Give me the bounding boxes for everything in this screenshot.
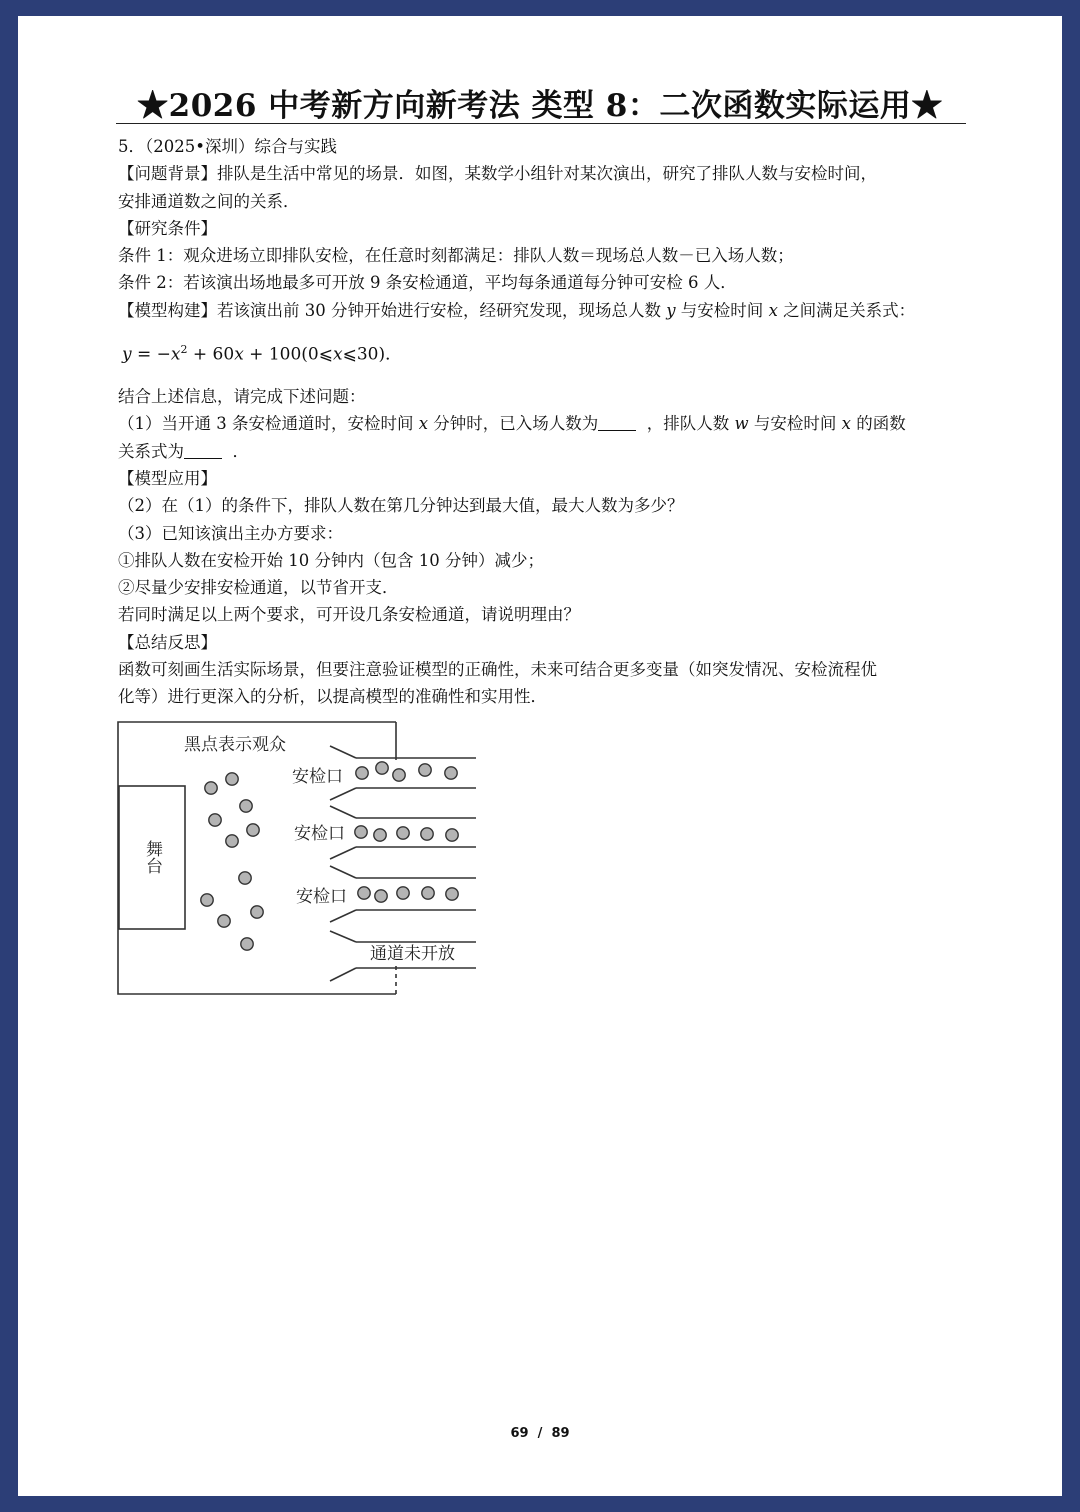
queue-dot bbox=[421, 828, 433, 840]
queue-dot bbox=[446, 829, 458, 841]
model-build-pre: 【模型构建】若该演出前 30 分钟开始进行安检，经研究发现，现场总人数 bbox=[118, 300, 667, 320]
question-3-ask: 若同时满足以上两个要求，可开设几条安检通道，请说明理由？ bbox=[118, 605, 580, 625]
formula-x1: x bbox=[170, 344, 181, 365]
queue-dot bbox=[419, 764, 431, 776]
audience-dot bbox=[209, 814, 221, 826]
page-title: ★2026 中考新方向新考法 类型 8：二次函数实际运用★ bbox=[137, 88, 943, 124]
formula-end: ⩽30)． bbox=[342, 344, 403, 365]
queue-dot bbox=[376, 762, 388, 774]
page-total: 89 bbox=[551, 1426, 570, 1441]
audience-dot bbox=[218, 915, 230, 927]
gate-label-3: 安检口 bbox=[296, 887, 347, 907]
question-3: （3）已知该演出主办方要求： bbox=[118, 523, 343, 543]
var-x: x bbox=[768, 300, 778, 320]
venue-diagram bbox=[116, 704, 486, 1004]
gate-label-2: 安检口 bbox=[294, 824, 345, 844]
title-underline bbox=[116, 123, 966, 124]
q1-part-a: （1）当开通 3 条安检通道时，安检时间 bbox=[118, 414, 419, 434]
audience-dot bbox=[201, 894, 213, 906]
audience-dot bbox=[247, 824, 259, 836]
audience-dots bbox=[201, 762, 458, 950]
audience-dot bbox=[239, 872, 251, 884]
requirement-2: ②尽量少安排安检通道，以节省开支． bbox=[118, 578, 399, 598]
q1-line2-a: 关系式为 bbox=[118, 441, 184, 461]
queue-dot bbox=[397, 827, 409, 839]
queue-dot bbox=[374, 829, 386, 841]
queue-dot bbox=[445, 767, 457, 779]
answer-blank-2[interactable] bbox=[184, 442, 222, 459]
document-page bbox=[18, 16, 1062, 1496]
problem-body bbox=[118, 133, 968, 711]
audience-dot bbox=[226, 773, 238, 785]
problem-heading: 5．（2025•深圳）综合与实践 bbox=[118, 137, 337, 156]
q1-part-e: 的函数 bbox=[850, 414, 906, 434]
queue-dot bbox=[356, 767, 368, 779]
page-footer bbox=[18, 1426, 1062, 1441]
audience-dot bbox=[251, 906, 263, 918]
background-line-1: 【问题背景】排队是生活中常见的场景．如图，某数学小组针对某次演出，研究了排队人数与安检时间， bbox=[118, 164, 877, 184]
formula-eq: = − bbox=[131, 344, 171, 365]
closed-lane-label: 通道未开放 bbox=[370, 944, 455, 964]
queue-dot bbox=[355, 826, 367, 838]
summary-line-1: 函数可刻画生活实际场景，但要注意验证模型的正确性，未来可结合更多变量（如突发情况、安检流程优 bbox=[118, 660, 877, 679]
page-separator: / bbox=[537, 1426, 543, 1441]
stage-label: 舞台 bbox=[142, 840, 162, 874]
model-apply-title: 【模型应用】 bbox=[118, 468, 217, 488]
formula-x3: x bbox=[332, 344, 343, 365]
question-1-line-1 bbox=[118, 410, 968, 437]
formula-sup: 2 bbox=[180, 343, 188, 357]
condition-2: 条件 2：若该演出场地最多可开放 9 条安检通道，平均每条通道每分钟可安检 6 人． bbox=[118, 273, 737, 293]
summary-title: 【总结反思】 bbox=[118, 632, 217, 652]
condition-1: 条件 1：观众进场立即排队安检，在任意时刻都满足：排队人数＝现场总人数－已入场人数； bbox=[118, 246, 794, 266]
requirement-1: ①排队人数在安检开始 10 分钟内（包含 10 分钟）减少； bbox=[118, 550, 544, 570]
formula-plus60: + 60 bbox=[187, 344, 235, 365]
quadratic-formula bbox=[122, 336, 968, 369]
gate-label-1: 安检口 bbox=[292, 767, 343, 787]
audience-dot bbox=[205, 782, 217, 794]
formula-lhs: y bbox=[122, 344, 132, 365]
q1-var-x: x bbox=[418, 414, 429, 434]
answer-blank-1[interactable] bbox=[598, 414, 636, 431]
background-line-2: 安排通道数之间的关系． bbox=[118, 191, 300, 211]
queue-dot bbox=[446, 888, 458, 900]
model-build-mid: 与安检时间 bbox=[675, 300, 769, 320]
queue-dot bbox=[393, 769, 405, 781]
prompt-line: 结合上述信息，请完成下述问题： bbox=[118, 387, 366, 407]
question-1-line-2 bbox=[118, 438, 968, 465]
queue-dot bbox=[375, 890, 387, 902]
page-current: 69 bbox=[510, 1426, 529, 1441]
var-y: y bbox=[666, 300, 676, 320]
model-build-line bbox=[118, 297, 968, 324]
q1-part-b: 分钟时，已入场人数为 bbox=[428, 414, 599, 434]
q1-var-x2: x bbox=[841, 414, 851, 434]
model-build-post: 之间满足关系式： bbox=[777, 300, 916, 320]
queue-dot bbox=[397, 887, 409, 899]
formula-plus100: + 100(0⩽ bbox=[243, 344, 333, 365]
queue-dot bbox=[358, 887, 370, 899]
q1-part-d: 与安检时间 bbox=[748, 414, 842, 434]
q1-var-w: w bbox=[734, 414, 749, 434]
audience-dot bbox=[240, 800, 252, 812]
summary-line-2: 化等）进行更深入的分析，以提高模型的准确性和实用性． bbox=[118, 687, 547, 707]
audience-dot bbox=[241, 938, 253, 950]
diagram-legend: 黑点表示观众 bbox=[184, 735, 286, 755]
audience-dot bbox=[226, 835, 238, 847]
conditions-title: 【研究条件】 bbox=[118, 218, 217, 238]
lane1-funnel-top bbox=[330, 746, 356, 758]
queue-dot bbox=[422, 887, 434, 899]
q1-line2-b: ． bbox=[232, 441, 249, 461]
question-2: （2）在（1）的条件下，排队人数在第几分钟达到最大值，最大人数为多少？ bbox=[118, 496, 684, 516]
formula-x2: x bbox=[234, 344, 244, 365]
q1-part-c: ，排队人数 bbox=[646, 414, 735, 434]
